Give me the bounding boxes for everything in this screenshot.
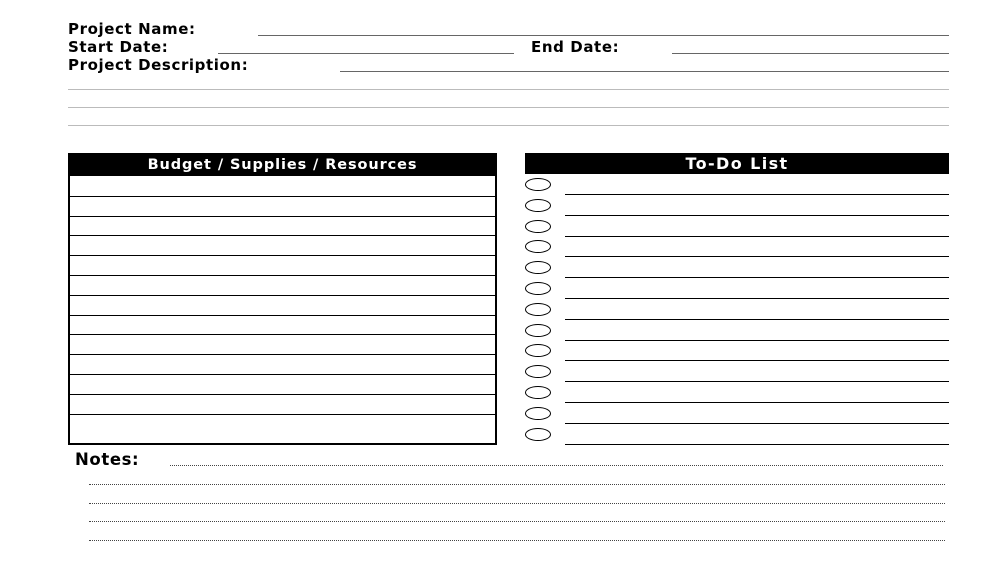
todo-item — [525, 216, 949, 237]
budget-row[interactable] — [70, 235, 495, 255]
todo-checkbox[interactable] — [525, 261, 551, 274]
budget-row[interactable] — [70, 196, 495, 216]
todo-checkbox[interactable] — [525, 303, 551, 316]
project-description-line[interactable] — [68, 125, 949, 126]
todo-item — [525, 195, 949, 216]
todo-item — [525, 174, 949, 195]
todo-checkbox[interactable] — [525, 344, 551, 357]
todo-list-header: To-Do List — [525, 153, 949, 174]
todo-checkbox[interactable] — [525, 365, 551, 378]
budget-row[interactable] — [70, 374, 495, 394]
project-description-line[interactable] — [68, 107, 949, 108]
project-description-field[interactable] — [340, 71, 949, 72]
todo-item-line[interactable] — [565, 444, 949, 445]
todo-item — [525, 382, 949, 403]
todo-item — [525, 340, 949, 361]
budget-row[interactable] — [70, 295, 495, 315]
notes-line[interactable] — [89, 540, 945, 541]
budget-row[interactable] — [70, 176, 495, 196]
todo-checkbox[interactable] — [525, 199, 551, 212]
project-name-label: Project Name: — [68, 20, 196, 38]
todo-item — [525, 403, 949, 424]
budget-row[interactable] — [70, 275, 495, 295]
project-name-field[interactable] — [258, 35, 949, 36]
project-description-label: Project Description: — [68, 56, 249, 74]
budget-row[interactable] — [70, 334, 495, 354]
budget-row[interactable] — [70, 216, 495, 236]
project-description-line[interactable] — [68, 89, 949, 90]
todo-checkbox[interactable] — [525, 386, 551, 399]
notes-label: Notes: — [75, 450, 140, 469]
end-date-field[interactable] — [672, 53, 949, 54]
todo-item — [525, 361, 949, 382]
todo-item — [525, 424, 949, 445]
budget-row[interactable] — [70, 354, 495, 374]
todo-checkbox[interactable] — [525, 240, 551, 253]
budget-row[interactable] — [70, 414, 495, 434]
notes-line[interactable] — [89, 521, 945, 522]
todo-item — [525, 236, 949, 257]
start-date-field[interactable] — [218, 53, 514, 54]
todo-item — [525, 320, 949, 341]
todo-checkbox[interactable] — [525, 220, 551, 233]
budget-table — [68, 153, 497, 445]
start-date-label: Start Date: — [68, 38, 169, 56]
budget-row[interactable] — [70, 315, 495, 335]
budget-table-header: Budget / Supplies / Resources — [70, 155, 495, 176]
end-date-label: End Date: — [531, 38, 620, 56]
notes-line[interactable] — [89, 503, 945, 504]
todo-checkbox[interactable] — [525, 282, 551, 295]
todo-checkbox[interactable] — [525, 324, 551, 337]
todo-checkbox[interactable] — [525, 407, 551, 420]
notes-field[interactable] — [170, 465, 943, 466]
budget-row[interactable] — [70, 255, 495, 275]
todo-checkbox[interactable] — [525, 178, 551, 191]
budget-rows — [70, 176, 495, 433]
notes-line[interactable] — [89, 484, 945, 485]
todo-checkbox[interactable] — [525, 428, 551, 441]
todo-item — [525, 278, 949, 299]
todo-item — [525, 299, 949, 320]
budget-row[interactable] — [70, 394, 495, 414]
todo-item — [525, 257, 949, 278]
